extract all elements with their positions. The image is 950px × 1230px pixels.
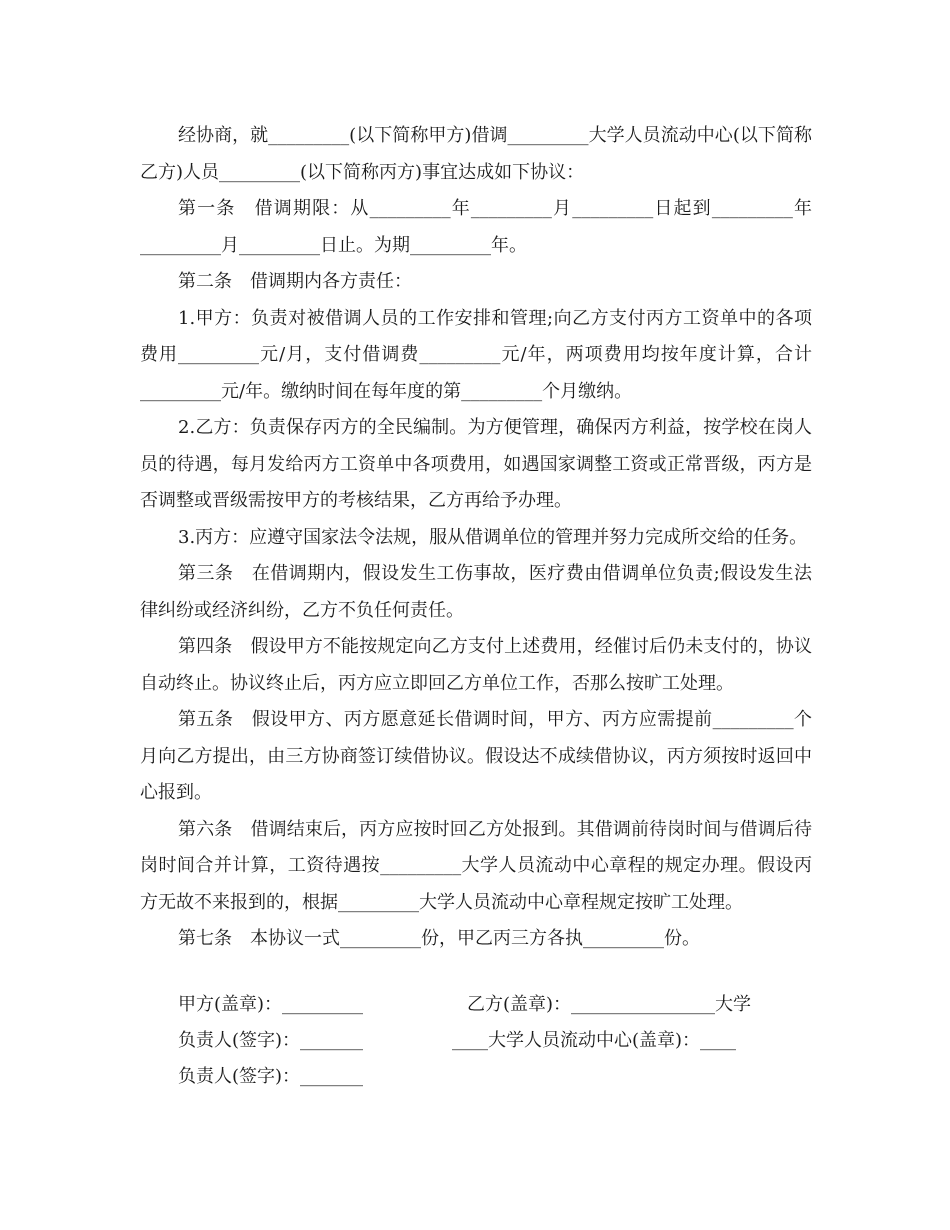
intro-paragraph: 经协商，就_________(以下简称甲方)借调_________大学人员流动中心(以下简称乙方)人员_________(以下简称丙方)事宜达成如下协议：	[140, 125, 812, 183]
party-a-seal-line: 甲方(盖章)：_________	[178, 994, 364, 1015]
article-7: 第七条 本协议一式_________份，甲乙丙三方各执_________份。	[178, 928, 700, 949]
article-2-party-b: 2.乙方：负责保存丙方的全民编制。为方便管理，确保丙方利益，按学校在岗人员的待遇，每月发给丙方工资单中各项费用，如遇国家调整工资或正常晋级，丙方是否调整或晋级需按甲方的考核结果，乙方再给予办理。	[140, 417, 812, 511]
article-2-party-a: 1.甲方：负责对被借调人员的工作安排和管理;向乙方支付丙方工资单中的各项费用_________元/月，支付借调费_________元/年，两项费用均按年度计算，合计_________元/年。缴纳时间在每年度的第_________个月缴纳。	[140, 307, 812, 402]
party-b-seal-line: 乙方(盖章)：________________大学	[467, 994, 752, 1015]
article-6: 第六条 借调结束后，丙方应按时回乙方处报到。其借调前待岗时间与借调后待岗时间合并计算，工资待遇按_________大学人员流动中心章程的规定办理。假设丙方无故不来报到的，根据_________大学人员流动中心章程规定按旷工处理。	[140, 818, 812, 913]
article-2-party-c: 3.丙方：应遵守国家法令法规，服从借调单位的管理并努力完成所交给的任务。	[178, 526, 808, 548]
article-1: 第一条 借调期限：从_________年_________月_________日起到_________年_________月_________日止。为期_________年。	[140, 198, 812, 256]
center-seal-line: ____大学人员流动中心(盖章)：____	[452, 1030, 737, 1051]
article-3: 第三条 在借调期内，假设发生工伤事故，医疗费由借调单位负责;假设发生法律纠纷或经济纠纷，乙方不负任何责任。	[140, 563, 812, 621]
agreement-body	[140, 118, 812, 958]
article-5: 第五条 假设甲方、丙方愿意延长借调时间，甲方、丙方应需提前_________个月向乙方提出，由三方协商签订续借协议。假设达不成续借协议，丙方须按时返回中心报到。	[140, 709, 812, 803]
principal-sign-line-2: 负责人(签字)：_______	[178, 1066, 364, 1087]
article-2-heading: 第二条 借调期内各方责任：	[178, 271, 412, 292]
principal-sign-line-1: 负责人(签字)：_______	[178, 1030, 364, 1051]
article-4: 第四条 假设甲方不能按规定向乙方支付上述费用，经催讨后仍未支付的，协议自动终止。协议终止后，丙方应立即回乙方单位工作，否那么按旷工处理。	[140, 636, 812, 694]
